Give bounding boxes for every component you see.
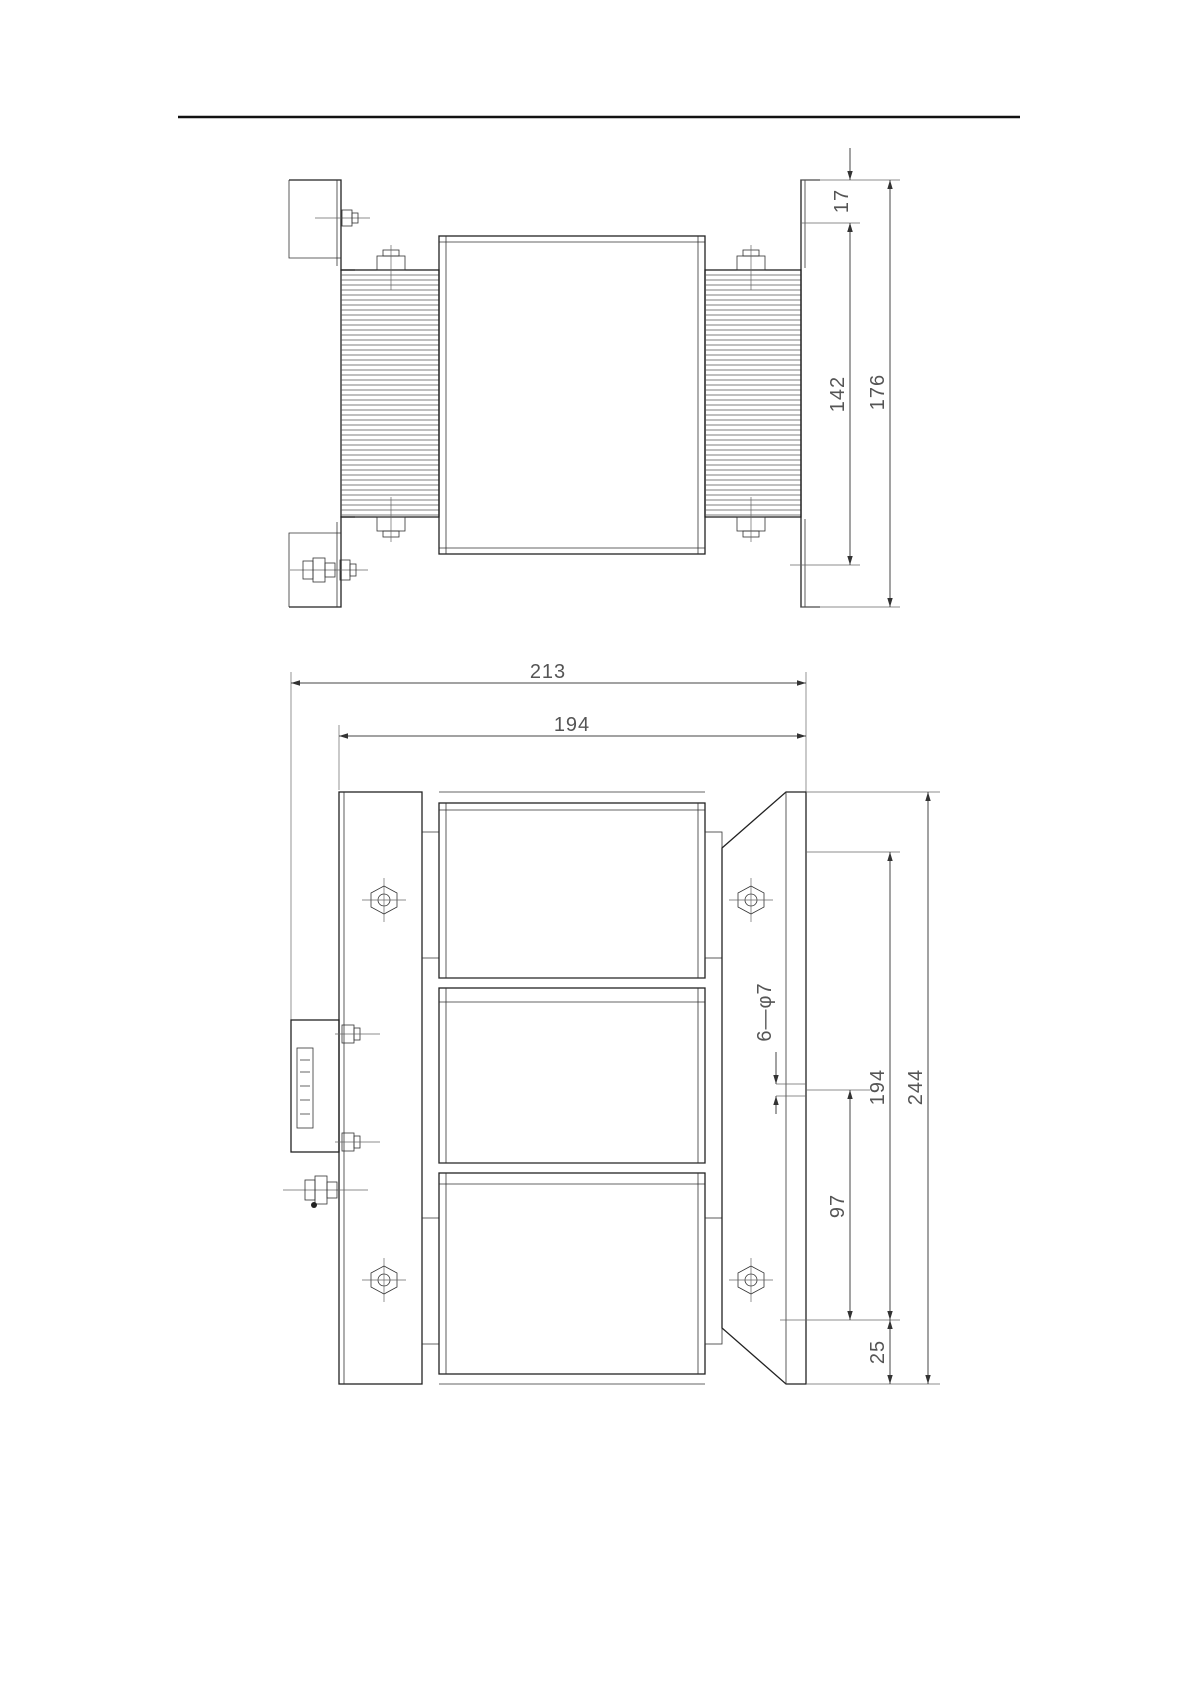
top-view bbox=[289, 148, 900, 607]
left-core-fins bbox=[341, 275, 439, 515]
left-yoke-plate bbox=[339, 792, 439, 1384]
left-top-nut bbox=[377, 245, 405, 290]
terminal-block bbox=[291, 1020, 339, 1152]
dim-213-label: 213 bbox=[529, 661, 567, 683]
dim-194-width bbox=[339, 714, 806, 736]
terminal-screw-1 bbox=[335, 1025, 380, 1043]
dim-176-label: 176 bbox=[867, 373, 889, 411]
dim-97 bbox=[827, 1090, 850, 1320]
dim-25-label: 25 bbox=[867, 1339, 889, 1365]
right-core-fins bbox=[705, 275, 801, 515]
left-lower-hex-nut bbox=[362, 1258, 406, 1302]
coil-phase-b bbox=[439, 978, 705, 1163]
dim-176 bbox=[867, 180, 890, 607]
left-bottom-nut bbox=[377, 497, 405, 542]
coil-phase-a bbox=[439, 803, 705, 978]
dim-194-width-label: 194 bbox=[553, 714, 591, 736]
right-top-nut bbox=[737, 245, 765, 290]
right-lower-hex-nut bbox=[729, 1258, 773, 1302]
terminal-screw-2 bbox=[335, 1133, 380, 1151]
right-mounting-foot bbox=[722, 792, 806, 1384]
right-upper-hex-nut bbox=[729, 878, 773, 922]
right-bracket bbox=[801, 180, 820, 607]
hole-callout bbox=[754, 982, 870, 1114]
dim-142 bbox=[827, 223, 850, 565]
dim-17-label: 17 bbox=[831, 188, 853, 214]
core-limbs bbox=[439, 792, 722, 1384]
dim-142-label: 142 bbox=[827, 375, 849, 413]
right-bottom-nut bbox=[737, 497, 765, 542]
dim-25 bbox=[867, 1320, 890, 1384]
left-top-bracket bbox=[289, 180, 370, 270]
dim-194-height bbox=[867, 852, 890, 1320]
left-upper-hex-nut bbox=[362, 878, 406, 922]
dim-194-height-label: 194 bbox=[867, 1068, 889, 1106]
coil-top bbox=[439, 236, 705, 554]
front-view bbox=[283, 661, 940, 1384]
dim-97-label: 97 bbox=[827, 1193, 849, 1219]
dim-244 bbox=[905, 792, 928, 1384]
dim-213 bbox=[291, 661, 806, 683]
hole-callout-label: 6—φ7 bbox=[754, 982, 776, 1042]
coil-phase-c bbox=[439, 1163, 705, 1374]
left-bottom-bracket bbox=[289, 517, 368, 607]
dim-244-label: 244 bbox=[905, 1068, 927, 1106]
ground-bolt bbox=[283, 1176, 368, 1208]
